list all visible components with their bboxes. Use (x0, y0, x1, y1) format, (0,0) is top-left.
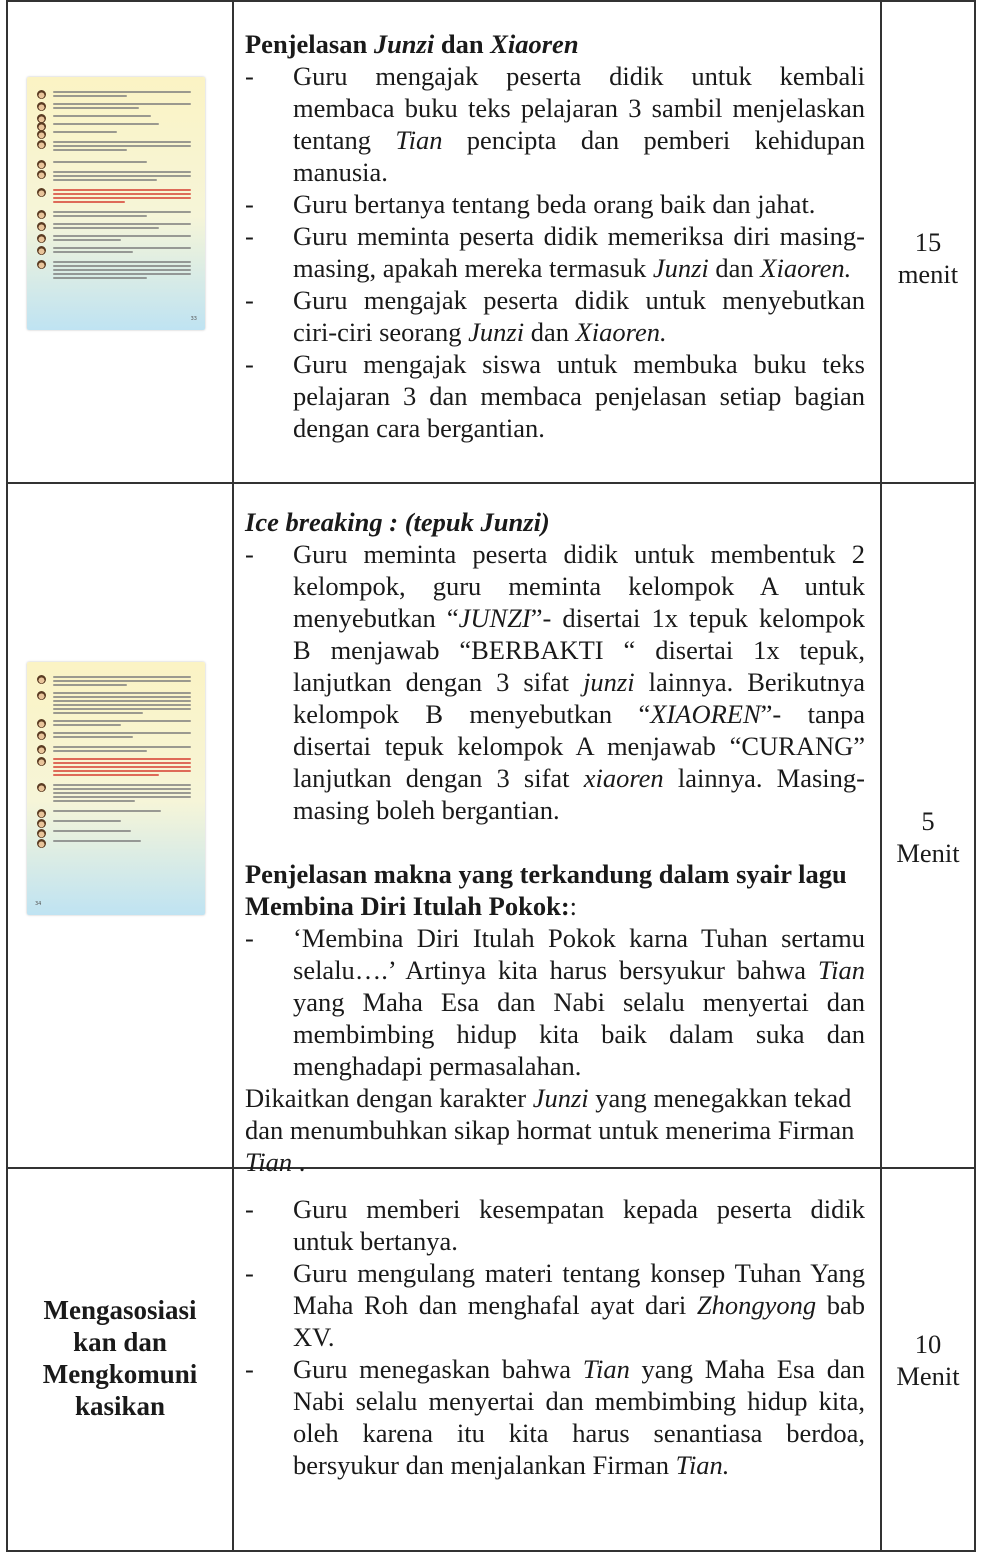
list-item (245, 188, 865, 220)
text-line (53, 227, 159, 229)
row2-meaning-list (245, 922, 865, 1082)
dash-bullet (245, 1193, 254, 1225)
dash-bullet (245, 1353, 254, 1385)
text-line (53, 684, 127, 686)
textbook-page-thumbnail (27, 77, 205, 330)
text-line (53, 720, 191, 722)
text-run: yang menegakkan tekad dan menumbuhkan sikap hormat untuk menerima Firman (245, 1083, 855, 1145)
text-line (53, 95, 127, 97)
text-line (53, 788, 191, 790)
text-line (53, 784, 191, 786)
text-line (53, 215, 147, 217)
text-line (53, 175, 191, 177)
text-line (53, 774, 159, 776)
text-line (53, 692, 191, 694)
emphasis-text: Tian (817, 955, 865, 985)
emphasis-text: Xiaoren. (760, 253, 852, 283)
text-run: Guru mengajak peserta didik untuk kembali membaca buku teks pelajaran 3 sambil menjelaskan tentang (293, 61, 865, 155)
text-line (53, 145, 191, 147)
row1-content (245, 28, 865, 444)
text-line (53, 796, 191, 798)
page-number: 33 (190, 316, 197, 322)
speaker-face-icon (37, 731, 46, 740)
emphasis-text: XIAOREN (650, 699, 761, 729)
text-line (53, 201, 125, 203)
list-item (245, 348, 865, 444)
dash-bullet (245, 188, 254, 220)
text-line (53, 708, 191, 710)
text-line (53, 712, 143, 714)
text-line (53, 211, 191, 213)
text-run: ”- disertai 1x tepuk kelompok B menjawab “BERBAKTI “ disertai 1x tepuk, lanjutkan dengan 3 sifat (293, 603, 865, 697)
text-run: Guru mengulang materi tentang konsep Tuhan Yang Maha Roh dan menghafal ayat dari (293, 1258, 865, 1320)
emphasis-text: Tian. (675, 1450, 730, 1480)
row3-activity-list (245, 1193, 865, 1481)
text-line (53, 724, 121, 726)
text-line (53, 223, 191, 225)
speaker-face-icon (37, 839, 46, 848)
text-line (53, 171, 191, 173)
text-line (53, 193, 191, 195)
text-line (53, 277, 147, 279)
row3-duration: 10 Menit (896, 1329, 960, 1391)
speaker-face-icon (37, 130, 46, 139)
text-line (53, 189, 191, 191)
text-line (53, 107, 139, 109)
text-line (53, 265, 191, 267)
text-line (53, 103, 191, 105)
text-run: Guru menegaskan bahwa (293, 1354, 583, 1384)
emphasis-text: Tian (582, 1354, 630, 1384)
text-line (53, 161, 147, 163)
text-line (53, 732, 191, 734)
row1-activity-list (245, 60, 865, 444)
text-line (53, 261, 191, 263)
text-line (53, 800, 135, 802)
text-run: bab XV. (293, 1290, 866, 1352)
row3-content (245, 1193, 865, 1481)
dash-bullet (245, 284, 254, 316)
text-line (53, 792, 191, 794)
text-run: yang Maha Esa dan Nabi selalu menyertai dan membimbing hidup kita baik dalam suka dan menghadapi permasalahan. (293, 987, 865, 1081)
speaker-face-icon (37, 140, 46, 149)
speaker-face-icon (37, 102, 46, 111)
text-line (53, 820, 121, 822)
emphasis-text: Tian (245, 1147, 293, 1177)
list-item (245, 1193, 865, 1257)
text-line (53, 696, 191, 698)
emphasis-text: Junzi (468, 317, 525, 347)
list-item (245, 1257, 865, 1353)
text-line (53, 704, 191, 706)
text-line (53, 123, 159, 125)
text-line (53, 239, 121, 241)
dash-bullet (245, 60, 254, 92)
text-line (53, 676, 191, 678)
text-line (53, 746, 191, 748)
speaker-face-icon (37, 819, 46, 828)
text-line (53, 179, 157, 181)
emphasis-text: junzi (583, 667, 635, 697)
dash-bullet (245, 1257, 254, 1289)
row2-content (245, 506, 865, 1178)
text-line (53, 810, 161, 812)
speaker-face-icon (37, 260, 46, 269)
speaker-face-icon (37, 160, 46, 169)
row2-closing-text (245, 1082, 865, 1178)
text-run: . (292, 1147, 306, 1177)
text-line (53, 762, 191, 764)
speaker-face-icon (37, 757, 46, 766)
text-run: dan (708, 253, 761, 283)
text-line (53, 700, 191, 702)
list-item (245, 1353, 865, 1481)
text-run: lainnya. Berikutnya kelompok B menyebutkan “ (293, 667, 866, 729)
text-line (53, 770, 191, 772)
text-line (53, 141, 191, 143)
text-line (53, 247, 191, 249)
speaker-face-icon (37, 829, 46, 838)
text-line (53, 91, 191, 93)
text-line (53, 766, 191, 768)
list-item (245, 284, 865, 348)
dash-bullet (245, 922, 254, 954)
row1-heading: Penjelasan Junzi dan Xiaoren (245, 29, 579, 59)
text-line (53, 251, 133, 253)
list-item (245, 60, 865, 188)
speaker-face-icon (37, 188, 46, 197)
row2-activity-list (245, 538, 865, 826)
list-item (245, 538, 865, 826)
speaker-face-icon (37, 691, 46, 700)
emphasis-text: JUNZI (458, 603, 531, 633)
list-item (245, 220, 865, 284)
row2-duration: 5 Menit (896, 806, 960, 868)
text-line (53, 115, 151, 117)
text-line (53, 840, 141, 842)
speaker-face-icon (37, 719, 46, 728)
text-run: dan (524, 317, 576, 347)
text-run: lainnya. Masing-masing boleh bergantian. (293, 763, 865, 825)
row3-stage-label: Mengasosiasi kan dan Mengkomuni kasikan (42, 1295, 198, 1421)
speaker-face-icon (37, 246, 46, 255)
text-run: yang Maha Esa dan Nabi selalu menyertai dan membimbing hidup kita, oleh karena itu kita harus senantiasa berdoa, bersyukur dan menjalankan Firman (293, 1354, 865, 1480)
dash-bullet (245, 538, 254, 570)
dash-bullet (245, 220, 254, 252)
text-line (53, 197, 191, 199)
speaker-face-icon (37, 783, 46, 792)
emphasis-text: Zhongyong (696, 1290, 817, 1320)
text-run: ”- tanpa disertai tepuk kelompok A menjawab “CURANG” lanjutkan dengan 3 sifat (293, 699, 865, 793)
speaker-face-icon (37, 90, 46, 99)
row1-duration: 15 menit (897, 227, 959, 289)
row2-subheading: Penjelasan makna yang terkandung dalam syair lagu Membina Diri Itulah Pokok:: (245, 859, 847, 921)
text-line (53, 273, 191, 275)
row2-heading: Ice breaking : (tepuk Junzi) (245, 507, 550, 537)
emphasis-text: Tian (395, 125, 443, 155)
text-run: ‘Membina Diri Itulah Pokok karna Tuhan sertamu selalu….’ Artinya kita harus bersyukur bahwa (293, 923, 865, 985)
speaker-face-icon (37, 675, 46, 684)
text-run: Guru bertanya tentang beda orang baik dan jahat. (293, 189, 816, 219)
page-number: 34 (35, 901, 42, 907)
text-run: pencipta dan pemberi kehidupan manusia. (293, 125, 866, 187)
emphasis-text: xiaoren (583, 763, 664, 793)
text-line (53, 131, 117, 133)
speaker-face-icon (37, 234, 46, 243)
speaker-face-icon (37, 745, 46, 754)
text-line (53, 235, 191, 237)
text-line (53, 736, 133, 738)
text-line (53, 750, 147, 752)
list-item (245, 922, 865, 1082)
dash-bullet (245, 348, 254, 380)
text-run: Dikaitkan dengan karakter (245, 1083, 533, 1113)
speaker-face-icon (37, 170, 46, 179)
emphasis-text: Xiaoren. (575, 317, 667, 347)
text-run: Guru memberi kesempatan kepada peserta didik untuk bertanya. (293, 1194, 865, 1256)
speaker-face-icon (37, 809, 46, 818)
text-line (53, 680, 191, 682)
text-line (53, 269, 191, 271)
emphasis-text: Junzi (532, 1083, 589, 1113)
text-run: Guru mengajak siswa untuk membuka buku teks pelajaran 3 dan membaca penjelasan setiap bagian dengan cara bergantian. (293, 349, 865, 443)
text-line (53, 149, 127, 151)
text-run: Guru meminta peserta didik memeriksa diri masing-masing, apakah mereka termasuk (293, 221, 865, 283)
textbook-page-thumbnail (27, 662, 205, 915)
speaker-face-icon (37, 222, 46, 231)
text-run: Guru mengajak peserta didik untuk menyebutkan ciri-ciri seorang (293, 285, 865, 347)
speaker-face-icon (37, 210, 46, 219)
emphasis-text: Junzi (652, 253, 709, 283)
text-run: Guru meminta peserta didik untuk membentuk 2 kelompok, guru meminta kelompok A untuk menyebutkan “ (293, 539, 865, 633)
text-line (53, 758, 191, 760)
text-line (53, 830, 131, 832)
